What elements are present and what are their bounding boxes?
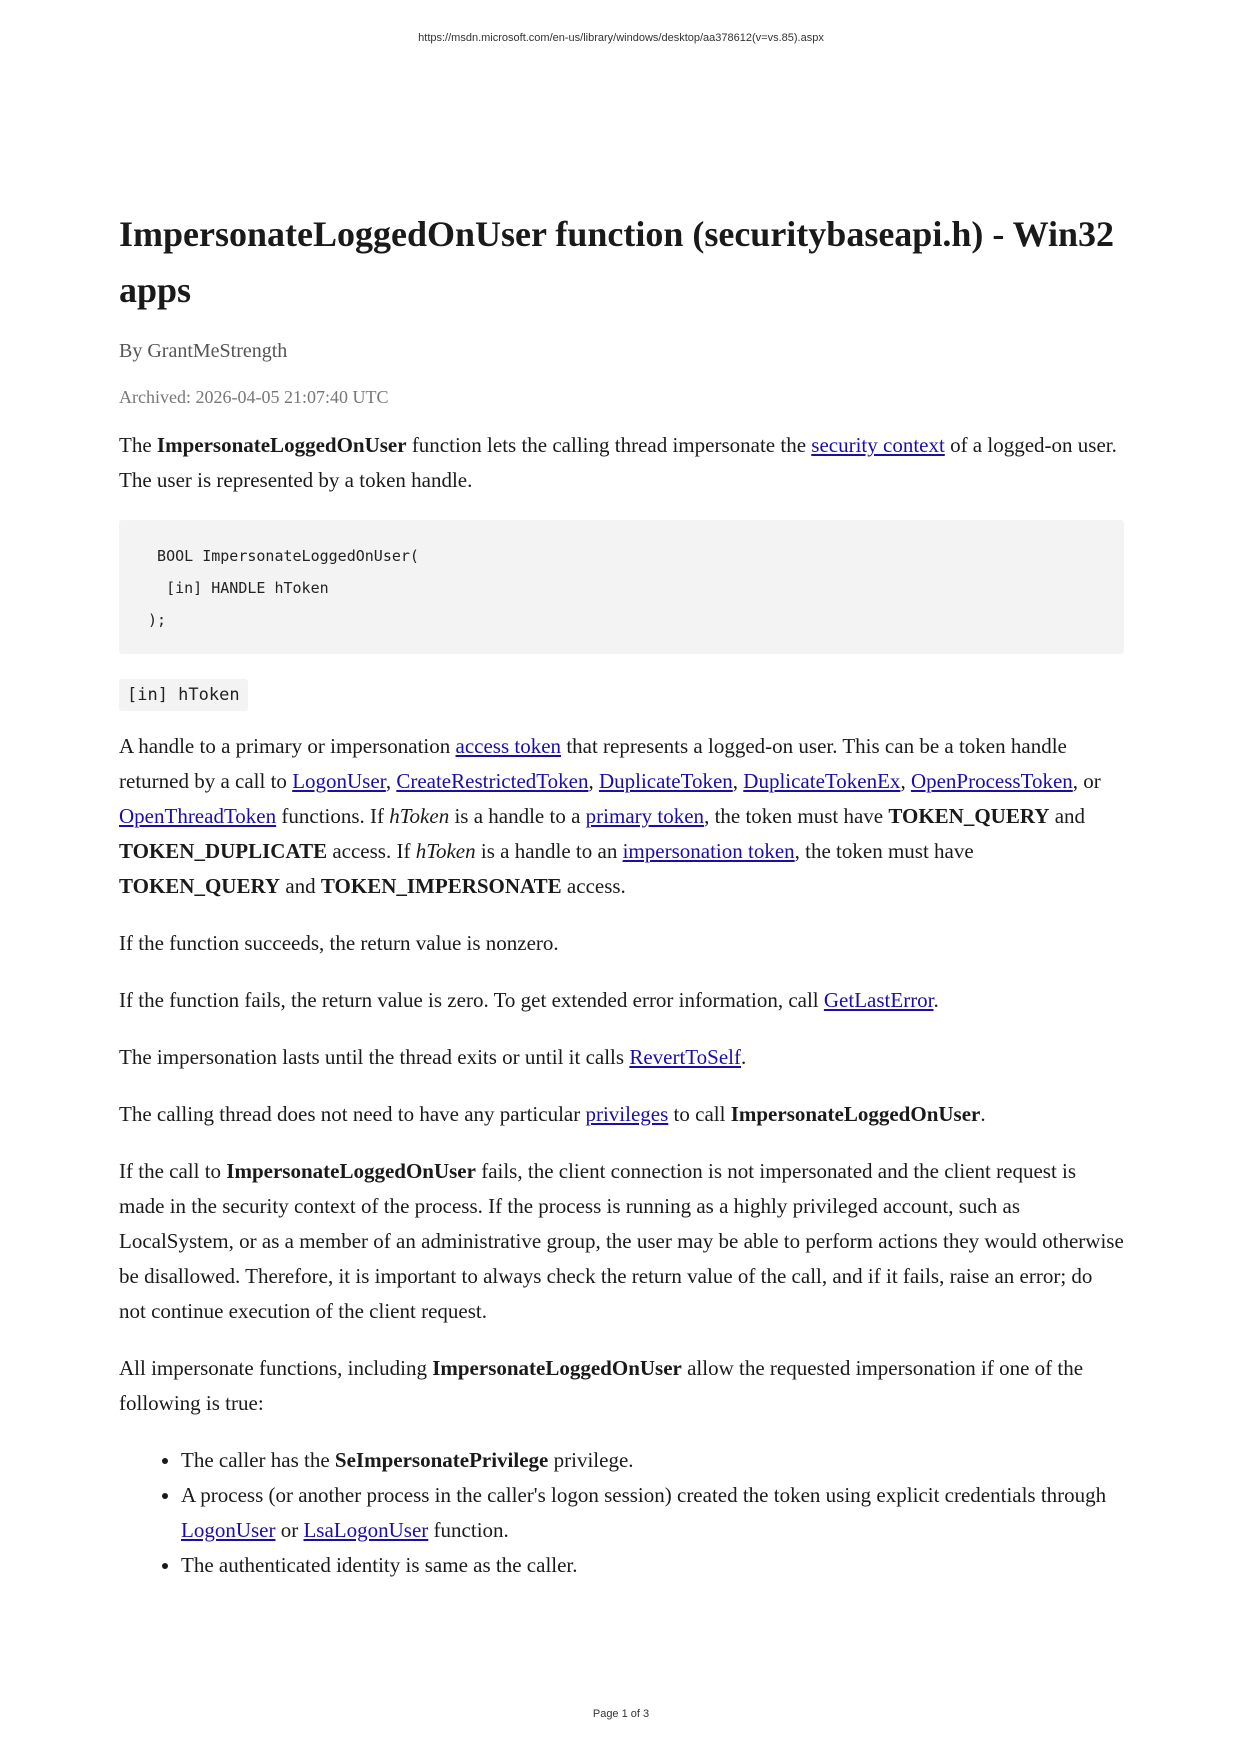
syntax-code-block: BOOL ImpersonateLoggedOnUser( [in] HANDLE hToken ); [119,520,1124,654]
parameter-description: A handle to a primary or impersonation access token that represents a logged-on user. This can be a token handle returned by a call to LogonUser, CreateRestrictedToken, DuplicateToken, DuplicateTokenEx, OpenProcessToken, or OpenThreadToken functions. If hToken is a handle to a primary token, the token must have TOKEN_QUERY and TOKEN_DUPLICATE access. If hToken is a handle to an impersonation token, the token must have TOKEN_QUERY and TOKEN_IMPERSONATE access. [119,734,1101,898]
page-number: Page 1 of 3 [592,1708,650,1720]
logonuser-link-2[interactable]: LogonUser [181,1518,276,1542]
remarks-paragraph-3: If the call to ImpersonateLoggedOnUser fails, the client connection is not impersonated and the client request is made in the security context of the process. If the process is running as a highly privileged account, such as LocalSystem, or as a member of an administrative group, the user may be able to perform actions they would otherwise be disallowed. Therefore, it is important to always check the return value of the call, and if it fails, raise an error; do not continue execution of the client request. [119,1159,1124,1323]
security-context-link[interactable]: security context [811,433,945,457]
impersonation-token-link[interactable]: impersonation token [622,839,795,863]
page-title: ImpersonateLoggedOnUser function (securitybaseapi.h) - Win32 apps [119,214,1115,310]
remarks-paragraph-2: The calling thread does not need to have any particular privileges to call ImpersonateLoggedOnUser. [119,1102,986,1126]
list-item: • The caller has the SeImpersonatePrivilege privilege. [181,1443,1124,1478]
duplicatetoken-link[interactable]: DuplicateToken [598,769,733,793]
article-body [119,206,1124,1583]
primary-token-link[interactable]: primary token [585,804,705,828]
return-success-text: If the function succeeds, the return value is nonzero. [119,931,559,955]
reverttoself-link[interactable]: RevertToSelf [629,1045,741,1069]
list-item: • The authenticated identity is same as the caller. [181,1548,1124,1583]
privileges-link[interactable]: privileges [585,1102,669,1126]
parameter-name: [in] hToken [119,679,248,711]
logonuser-link[interactable]: LogonUser [292,769,386,793]
author-byline: By GrantMeStrength [119,340,288,362]
access-token-link[interactable]: access token [455,734,562,758]
list-item: • A process (or another process in the caller's logon session) created the token using explicit credentials through LogonUser or LsaLogonUser function. [181,1478,1124,1548]
remarks-paragraph-1: The impersonation lasts until the thread exits or until it calls RevertToSelf. [119,1045,747,1069]
openthreadtoken-link[interactable]: OpenThreadToken [119,804,277,828]
duplicatetokenex-link[interactable]: DuplicateTokenEx [743,769,901,793]
lsalogonuser-link[interactable]: LsaLogonUser [303,1518,429,1542]
intro-paragraph: The ImpersonateLoggedOnUser function lets the calling thread impersonate the security context of a logged-on user. The user is represented by a token handle. [119,433,1117,492]
archived-timestamp: Archived: 2026-04-05 21:07:40 UTC [119,387,389,407]
createrestrictedtoken-link[interactable]: CreateRestrictedToken [396,769,589,793]
conditions-list [119,1443,1124,1583]
remarks-paragraph-4: All impersonate functions, including ImpersonateLoggedOnUser allow the requested impersonation if one of the following is true: [119,1356,1084,1415]
openprocesstoken-link[interactable]: OpenProcessToken [910,769,1073,793]
getlasterror-link[interactable]: GetLastError [823,988,934,1012]
function-name-bold: ImpersonateLoggedOnUser [156,433,407,457]
page-url-header: https://msdn.microsoft.com/en-us/library/windows/desktop/aa378612(v=vs.85).aspx [418,32,824,44]
return-fail-text: If the function fails, the return value is zero. To get extended error information, call GetLastError. [119,988,939,1012]
